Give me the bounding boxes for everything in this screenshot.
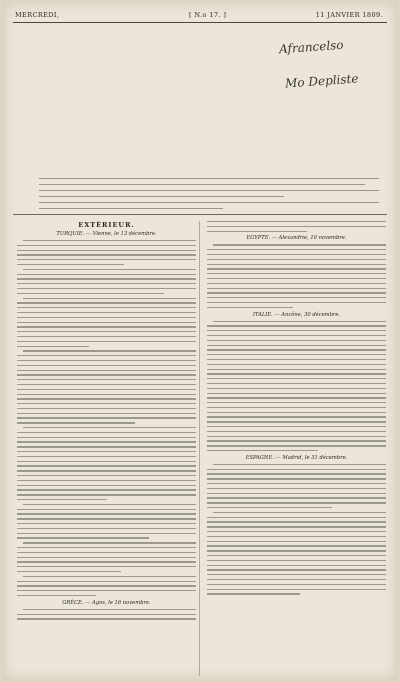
article-body-espagne xyxy=(207,464,386,595)
handwritten-note-line-1: Afrancelso xyxy=(278,37,344,57)
article-body-italie xyxy=(207,321,386,452)
header-text-block xyxy=(39,178,379,214)
dateline-espagne: ESPAGNE. — Madrid, le 31 décembre. xyxy=(245,454,348,461)
dateline-egypte: EGYPTE. — Alexandrie, 10 novembre. xyxy=(246,235,347,242)
masthead-date: 11 JANVIER 1809. xyxy=(315,11,383,19)
article-body-turquie xyxy=(17,240,196,596)
masthead-rule xyxy=(13,22,387,23)
column-divider xyxy=(199,221,200,676)
right-column xyxy=(207,221,386,598)
dateline-turquie: TURQUIE. — Vienne, le 13 décembre. xyxy=(56,231,157,237)
masthead xyxy=(13,11,387,25)
article-body-grece xyxy=(17,609,196,620)
dateline-grece: GRÈCE. — Agos, le 16 novembre. xyxy=(62,599,151,606)
section-separator xyxy=(13,214,387,215)
masthead-day: MERCREDI, xyxy=(15,11,60,19)
masthead-issue-number: [ N.o 17. ] xyxy=(189,11,227,19)
dateline-italie: ITALIE. — Ancône, 30 décembre. xyxy=(252,311,341,318)
handwritten-note-line-2: Mo Depliste xyxy=(284,71,359,91)
left-column xyxy=(17,221,196,623)
article-continuation xyxy=(207,221,386,232)
article-body-egypte xyxy=(207,244,386,308)
newspaper-page xyxy=(3,2,397,680)
section-heading-exterieur: EXTÉRIEUR. xyxy=(78,221,135,229)
